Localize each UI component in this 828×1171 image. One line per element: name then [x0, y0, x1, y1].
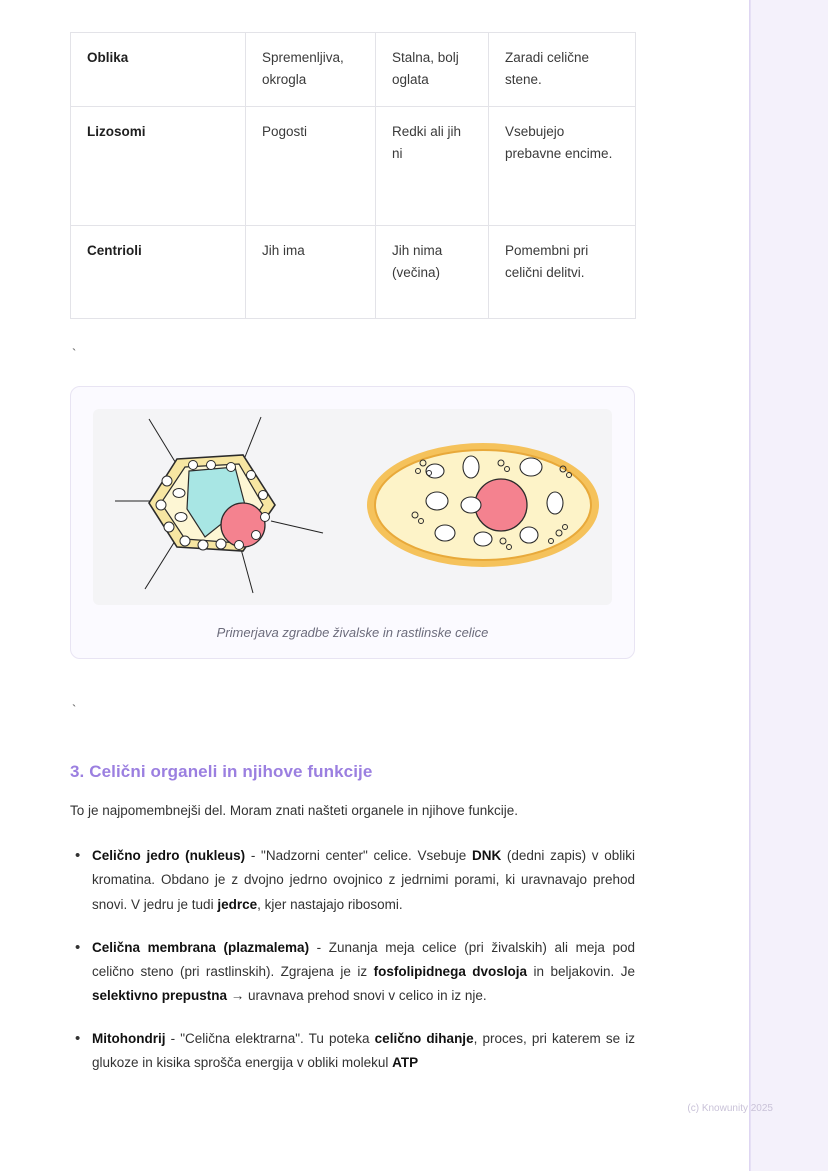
table-cell-plant: Stalna, bolj oglata [376, 33, 489, 107]
section-intro: To je najpomembnejši del. Moram znati našteti organele in njihove funkcije. [70, 802, 518, 818]
organelle-list [70, 844, 635, 1074]
table-cell-note: Zaradi celične stene. [489, 33, 636, 107]
table-cell-note: Pomembni pri celični delitvi. [489, 225, 636, 318]
document-page [70, 0, 635, 1094]
table-cell-animal: Pogosti [246, 106, 376, 225]
table-cell-plant: Redki ali jih ni [376, 106, 489, 225]
table-cell-label: Lizosomi [71, 106, 246, 225]
list-item: • Celično jedro (nukleus) - "Nadzorni center" celice. Vsebuje DNK (dedni zapis) v obliki kromatina. Obdano je z dvojno jedrno ovojnico z jedrnimi porami, ki uravnavajo prehod snovi. V jedru je tudi jedrce, kjer nastajajo ribosomi. [92, 844, 635, 916]
table-cell-animal: Spremenljiva, okrogla [246, 33, 376, 107]
cell-comparison-svg [93, 409, 612, 605]
watermark: (c) Knowunity 2025 [687, 1103, 773, 1114]
figure-caption: Primerjava zgradbe živalske in rastlinske celice [216, 624, 489, 640]
table-row [71, 106, 636, 225]
comparison-table [70, 32, 636, 319]
table-cell-note: Vsebujejo prebavne encime. [489, 106, 636, 225]
right-rail [750, 0, 828, 1171]
cell-diagram [93, 409, 612, 605]
backtick-mark-1: ` [72, 345, 77, 361]
animal-cell-group [367, 443, 599, 567]
figure-card [70, 386, 635, 659]
table-cell-plant: Jih nima (večina) [376, 225, 489, 318]
backtick-mark-2: ` [72, 701, 77, 717]
plant-cell-group [115, 417, 323, 593]
section-heading: 3. Celični organeli in njihove funkcije [70, 761, 373, 781]
table-cell-label: Centrioli [71, 225, 246, 318]
table-row [71, 225, 636, 318]
table-row [71, 33, 636, 107]
list-item: • Celična membrana (plazmalema) - Zunanja meja celice (pri živalskih) ali meja pod celično steno (pri rastlinskih). Zgrajena je iz fosfolipidnega dvosloja in beljakovin. Je selektivno prepustna → uravnava prehod snovi v celico in iz nje. [92, 936, 635, 1008]
table-cell-animal: Jih ima [246, 225, 376, 318]
table-cell-label: Oblika [71, 33, 246, 107]
list-item: • Mitohondrij - "Celična elektrarna". Tu poteka celično dihanje, proces, pri katerem se iz glukoze in kisika sprošča energija v obliki molekul ATP [92, 1027, 635, 1075]
